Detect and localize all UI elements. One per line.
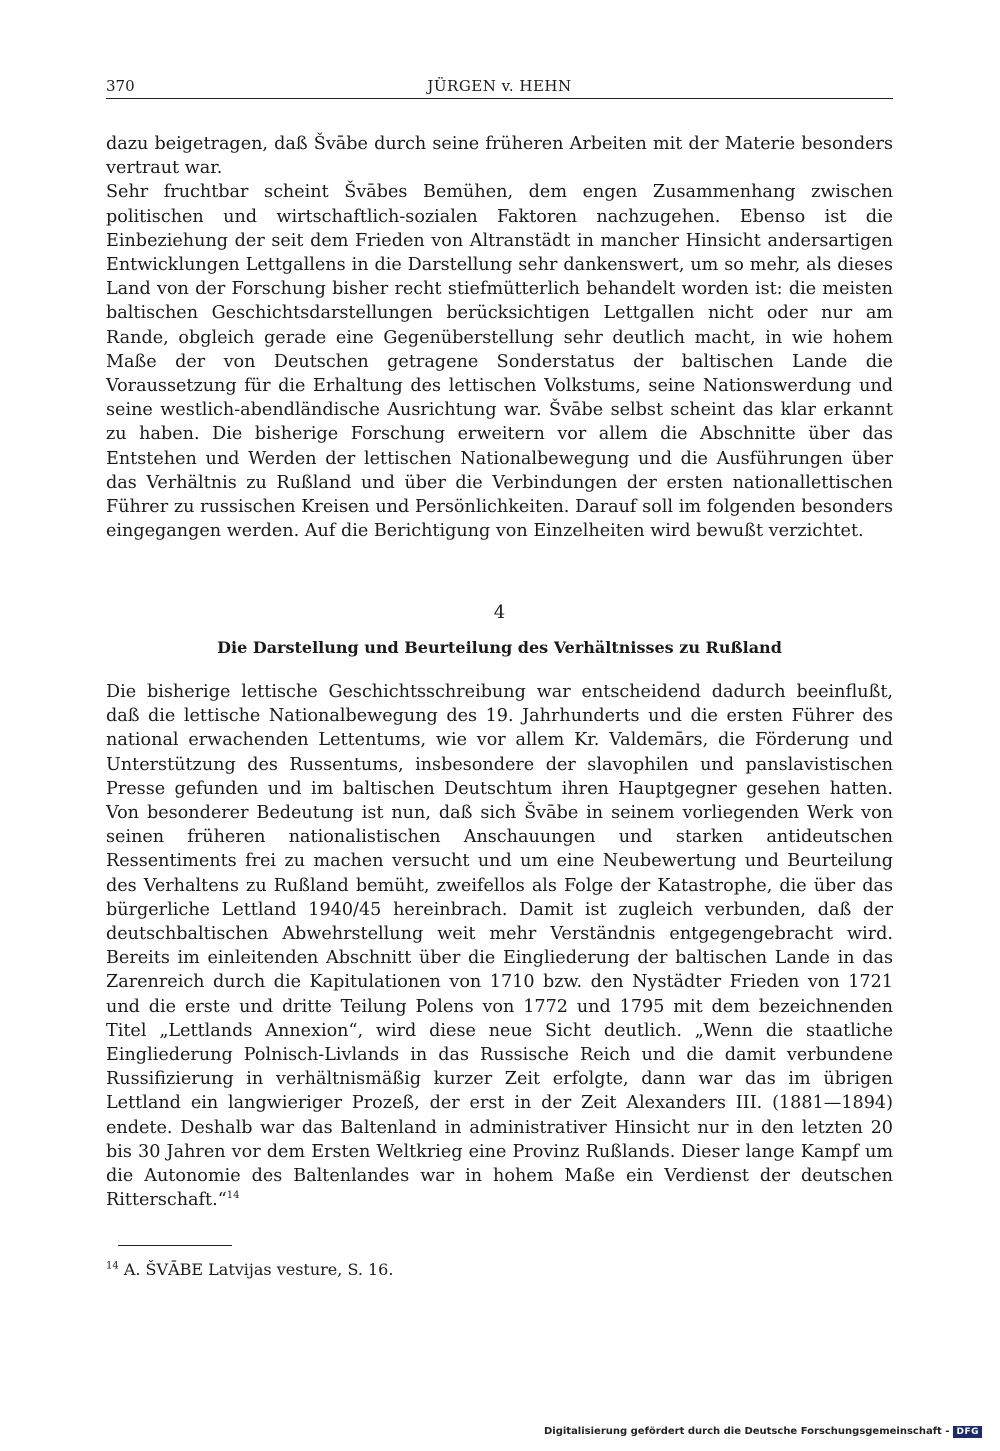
- digitization-credit: [544, 1425, 982, 1439]
- paragraph-text: Die bisherige lettische Geschichtsschreibung war entscheidend dadurch beeinflußt, daß die lettische Nationalbewegung des 19. Jahrhunderts und die ersten Führer des national erwachenden Lettentums, wie vor allem Kr. Valdemārs, die Förderung und Unterstützung des Russentums, insbesondere der slavophilen und panslavistischen Presse gefunden und im baltischen Deutschtum ihren Hauptgegner gesehen hatten. Von besonderer Bedeutung ist nun, daß sich Švābe in seinem vorliegenden Werk von seinen früheren nationalistischen Anschauungen und starken antideutschen Ressentiments frei zu machen versucht und um eine Neubewertung und Beurteilung des Verhaltens zu Rußland bemüht, zweifellos als Folge der Katastrophe, die über das bürgerliche Lettland 1940/45 hereinbrach. Damit ist zugleich verbunden, daß der deutschbaltischen Abwehrstellung weit mehr Verständnis entgegengebracht wird. Bereits im einleitenden Abschnitt über die Eingliederung der baltischen Lande in das Zarenreich durch die Kapitulationen von 1710 bzw. den Nystädter Frieden von 1721 und die erste und dritte Teilung Polens von 1772 und 1795 mit dem bezeichnenden Titel „Lettlands Annexion“, wird diese neue Sicht deutlich. „Wenn die staatliche Eingliederung Polnisch-Livlands in das Russische Reich und die damit verbundene Russifizierung in verhältnismäßig kurzer Zeit erfolgte, dann war das im übrigen Lettland ein langwieriger Prozeß, der erst in der Zeit Alexanders III. (1881—1894) endete. Deshalb war das Baltenland in administrativer Hinsicht nur in den letzten 20 bis 30 Jahren vor dem Ersten Weltkrieg eine Provinz Rußlands. Dieser lange Kampf um die Autonomie des Baltenlandes war in hohem Maße ein Verdienst der deutschen Ritterschaft.“: [106, 682, 893, 1211]
- footnote-divider: [118, 1245, 232, 1246]
- footnote-text: A. ŠVĀBE Latvijas vesture, S. 16.: [123, 1260, 394, 1279]
- footnote: [106, 1259, 806, 1281]
- text-block-before-section: [106, 132, 893, 543]
- page-number: 370: [106, 77, 135, 95]
- section-title: Die Darstellung und Beurteilung des Verhältnisses zu Rußland: [217, 638, 782, 657]
- paragraph: [106, 680, 893, 1212]
- credit-text: Digitalisierung gefördert durch die Deutsche Forschungsgemeinschaft -: [543, 1426, 950, 1437]
- page-header: [106, 76, 893, 99]
- section-number: 4: [493, 602, 506, 623]
- running-head: JÜRGEN v. HEHN: [427, 77, 572, 95]
- footnote-reference[interactable]: 14: [226, 1190, 240, 1202]
- paragraph: dazu beigetragen, daß Švābe durch seine früheren Arbeiten mit der Materie besonders vertraut war.: [106, 134, 893, 179]
- footnote-number: 14: [106, 1260, 119, 1272]
- dfg-logo: DFG: [953, 1426, 982, 1438]
- paragraph: Sehr fruchtbar scheint Švābes Bemühen, dem engen Zusammenhang zwischen politischen und wirtschaftlich-sozialen Faktoren nachzugehen. Ebenso ist die Einbeziehung der seit dem Frieden von Altranstädt in mancher Hinsicht andersartigen Entwicklungen Lettgallens in die Darstellung sehr dankenswert, um so mehr, als dieses Land von der Forschung bisher recht stiefmütterlich behandelt worden ist: die meisten baltischen Geschichtsdarstellungen berücksichtigen Lettgallen nicht oder nur am Rande, obgleich gerade eine Gegenüberstellung sehr deutlich macht, in wie hohem Maße der von Deutschen getragene Sonderstatus der baltischen Lande die Voraussetzung für die Erhaltung des lettischen Volkstums, seine Nationswerdung und seine westlich-abendländische Ausrichtung war. Švābe selbst scheint das klar erkannt zu haben. Die bisherige Forschung erweitern vor allem die Abschnitte über das Entstehen und Werden der lettischen Nationalbewegung und die Ausführungen über das Verhältnis zu Rußland und über die Verbindungen der ersten nationallettischen Führer zu russischen Kreisen und Persönlichkeiten. Darauf soll im folgenden besonders eingegangen werden. Auf die Berichtigung von Einzelheiten wird bewußt verzichtet.: [106, 182, 893, 542]
- text-block-main: [106, 680, 893, 1212]
